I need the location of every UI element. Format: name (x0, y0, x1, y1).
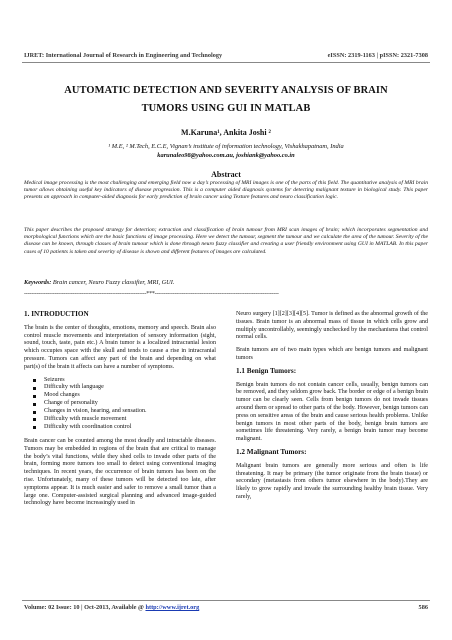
page-number: 586 (418, 604, 428, 611)
keywords-text: Brain cancer, Neuro Fuzzy classifier, MRI, GUI. (52, 279, 175, 286)
list-item: Mood changes (44, 392, 216, 400)
list-item: Difficulty with language (44, 384, 216, 392)
affiliation: ¹ M.E, ² M.Tech, E.C.E, Vignan’s institute of information technology, Vishakhapatnam, India (108, 143, 344, 150)
keywords-label: Keywords: (24, 279, 52, 286)
author-emails: karunaleo98@yahoo.com.au, joshiank@yahoo.co.in (157, 152, 295, 159)
introduction-paragraph-2: Brain cancer can be counted among the most deadly and intractable diseases. Tumors may be embedded in regions of the brain that are critical to manage the body’s vital functions, while they shed cells to invade other parts of the brain, forming more tumors too small to detect using conventional imaging techniques. In recent years, the occurrence of brain tumors has been on the rise. Unfortunately, many of these tumors will be detected too late, after symptoms appear. It is much easier and safer to remove a small tumor than a large one. Computer-assisted surgical planning and advanced image-guided technology have become increasingly used in (24, 437, 216, 507)
page-footer (24, 604, 428, 611)
authors: M.Karuna¹, Ankita Joshi ² (181, 128, 271, 137)
keywords (24, 279, 428, 286)
journal-header (24, 52, 428, 59)
right-column (236, 311, 428, 507)
symptom-list (24, 377, 216, 432)
introduction-heading: 1. INTRODUCTION (24, 310, 89, 318)
benign-paragraph: Benign brain tumors do not contain cancer cells, usually, benign tumors can be removed, and they seldom grow back. The border or edge of a benign brain tumor can be clearly seen. Cells from benign tumors do not invade tissues around them or spread to other parts of the body. However, benign tumors can press on sensitive areas of the brain and cause serious health problems. Unlike benign tumors in most other parts of the body, benign brain tumors are sometimes life threatening. Very rarely, a benign brain tumor may become malignant. (236, 381, 428, 443)
malignant-heading: 1.2 Malignant Tumors: (236, 447, 307, 456)
footer-volume (24, 604, 199, 611)
list-item: Changes in vision, hearing, and sensation. (44, 408, 216, 416)
title-line-1: AUTOMATIC DETECTION AND SEVERITY ANALYSIS OF BRAIN (64, 85, 388, 96)
footer-rule (22, 600, 430, 601)
journal-issn: eISSN: 2319-1163 | pISSN: 2321-7308 (327, 52, 428, 59)
abstract-paragraph-1: Medical image processing is the most challenging and emerging field now a day’s processing of MRI images is one of the parts of this field. The quantitative analysis of MRI brain tumor allows obtaining useful key indicators of disease progression. This is a computer aided diagnosis systems for detecting malignant texture in biological study. This paper presents an approach in computer-aided diagnosis for early prediction of brain cancer using Texture features and neuro classification logic. (24, 180, 428, 201)
list-item: Seizures (44, 377, 216, 385)
list-item: Change of personality (44, 400, 216, 408)
section-separator: --------------------------------------------------------------------***--------------------------------------------------------------------- (24, 291, 279, 297)
benign-heading: 1.1 Benign Tumors: (236, 366, 297, 375)
paper-title (30, 82, 422, 118)
header-rule (22, 62, 430, 63)
abstract-heading: Abstract (211, 170, 241, 179)
journal-link[interactable]: http://www.ijret.org (145, 604, 200, 611)
left-column (24, 311, 216, 513)
footer-volume-text: Volume: 02 Issue: 10 | Oct-2013, Available @ (24, 604, 144, 611)
journal-name: IJRET: International Journal of Research in Engineering and Technology (24, 52, 223, 59)
right-paragraph-1: Neuro surgery [1][2][3][4][5]. Tumor is defined as the abnormal growth of the tissues. Brain tumor is an abnormal mass of tissue in which cells grow and multiply uncontrollably, seemingly unchecked by the mechanisms that control normal cells. (236, 311, 428, 341)
abstract-paragraph-2: This paper describes the proposed strategy for detection; extraction and classification of brain tumour from MRI scan images of brain; which incorporates segmentation and morphological functions which are the basic functions of image processing. Here we detect the tumour, segment the tumour and we calculate the area of the tumour. Severity of the disease can be known, through classes of brain tumour which is done through neuro fuzzy classifier and creating a user friendly environment using GUI in MATLAB. In this paper cases of 10 patients is taken and severity of disease is shown and different features of images are calculated. (24, 227, 428, 255)
list-item: Difficulty with muscle movement (44, 416, 216, 424)
right-paragraph-2: Brain tumors are of two main types which are benign tumors and malignant tumors (236, 347, 428, 361)
list-item: Difficulty with coordination control (44, 424, 216, 432)
introduction-paragraph-1: The brain is the center of thoughts, emotions, memory and speech. Brain also control muscle movements and interpretation of sensory information (sight, sound, touch, taste, pain etc.) A brain tumor is a localized intracranial lesion which occupies space with the skull and tends to cause a rise in intracranial pressure. Tumors can affect any part of the brain and depending on what part(s) of the brain it affects can have a number of symptoms. (24, 324, 216, 370)
title-line-2: TUMORS USING GUI IN MATLAB (141, 103, 311, 114)
malignant-paragraph: Malignant brain tumors are generally more serious and often is life threatening. It may be primary (the tumor originate from the brain tissue) or secondary (metastasis from others tumor elsewhere in the body).They are likely to grow rapidly and invade the surrounding healthy brain tissue. Very rarely, (236, 462, 428, 500)
